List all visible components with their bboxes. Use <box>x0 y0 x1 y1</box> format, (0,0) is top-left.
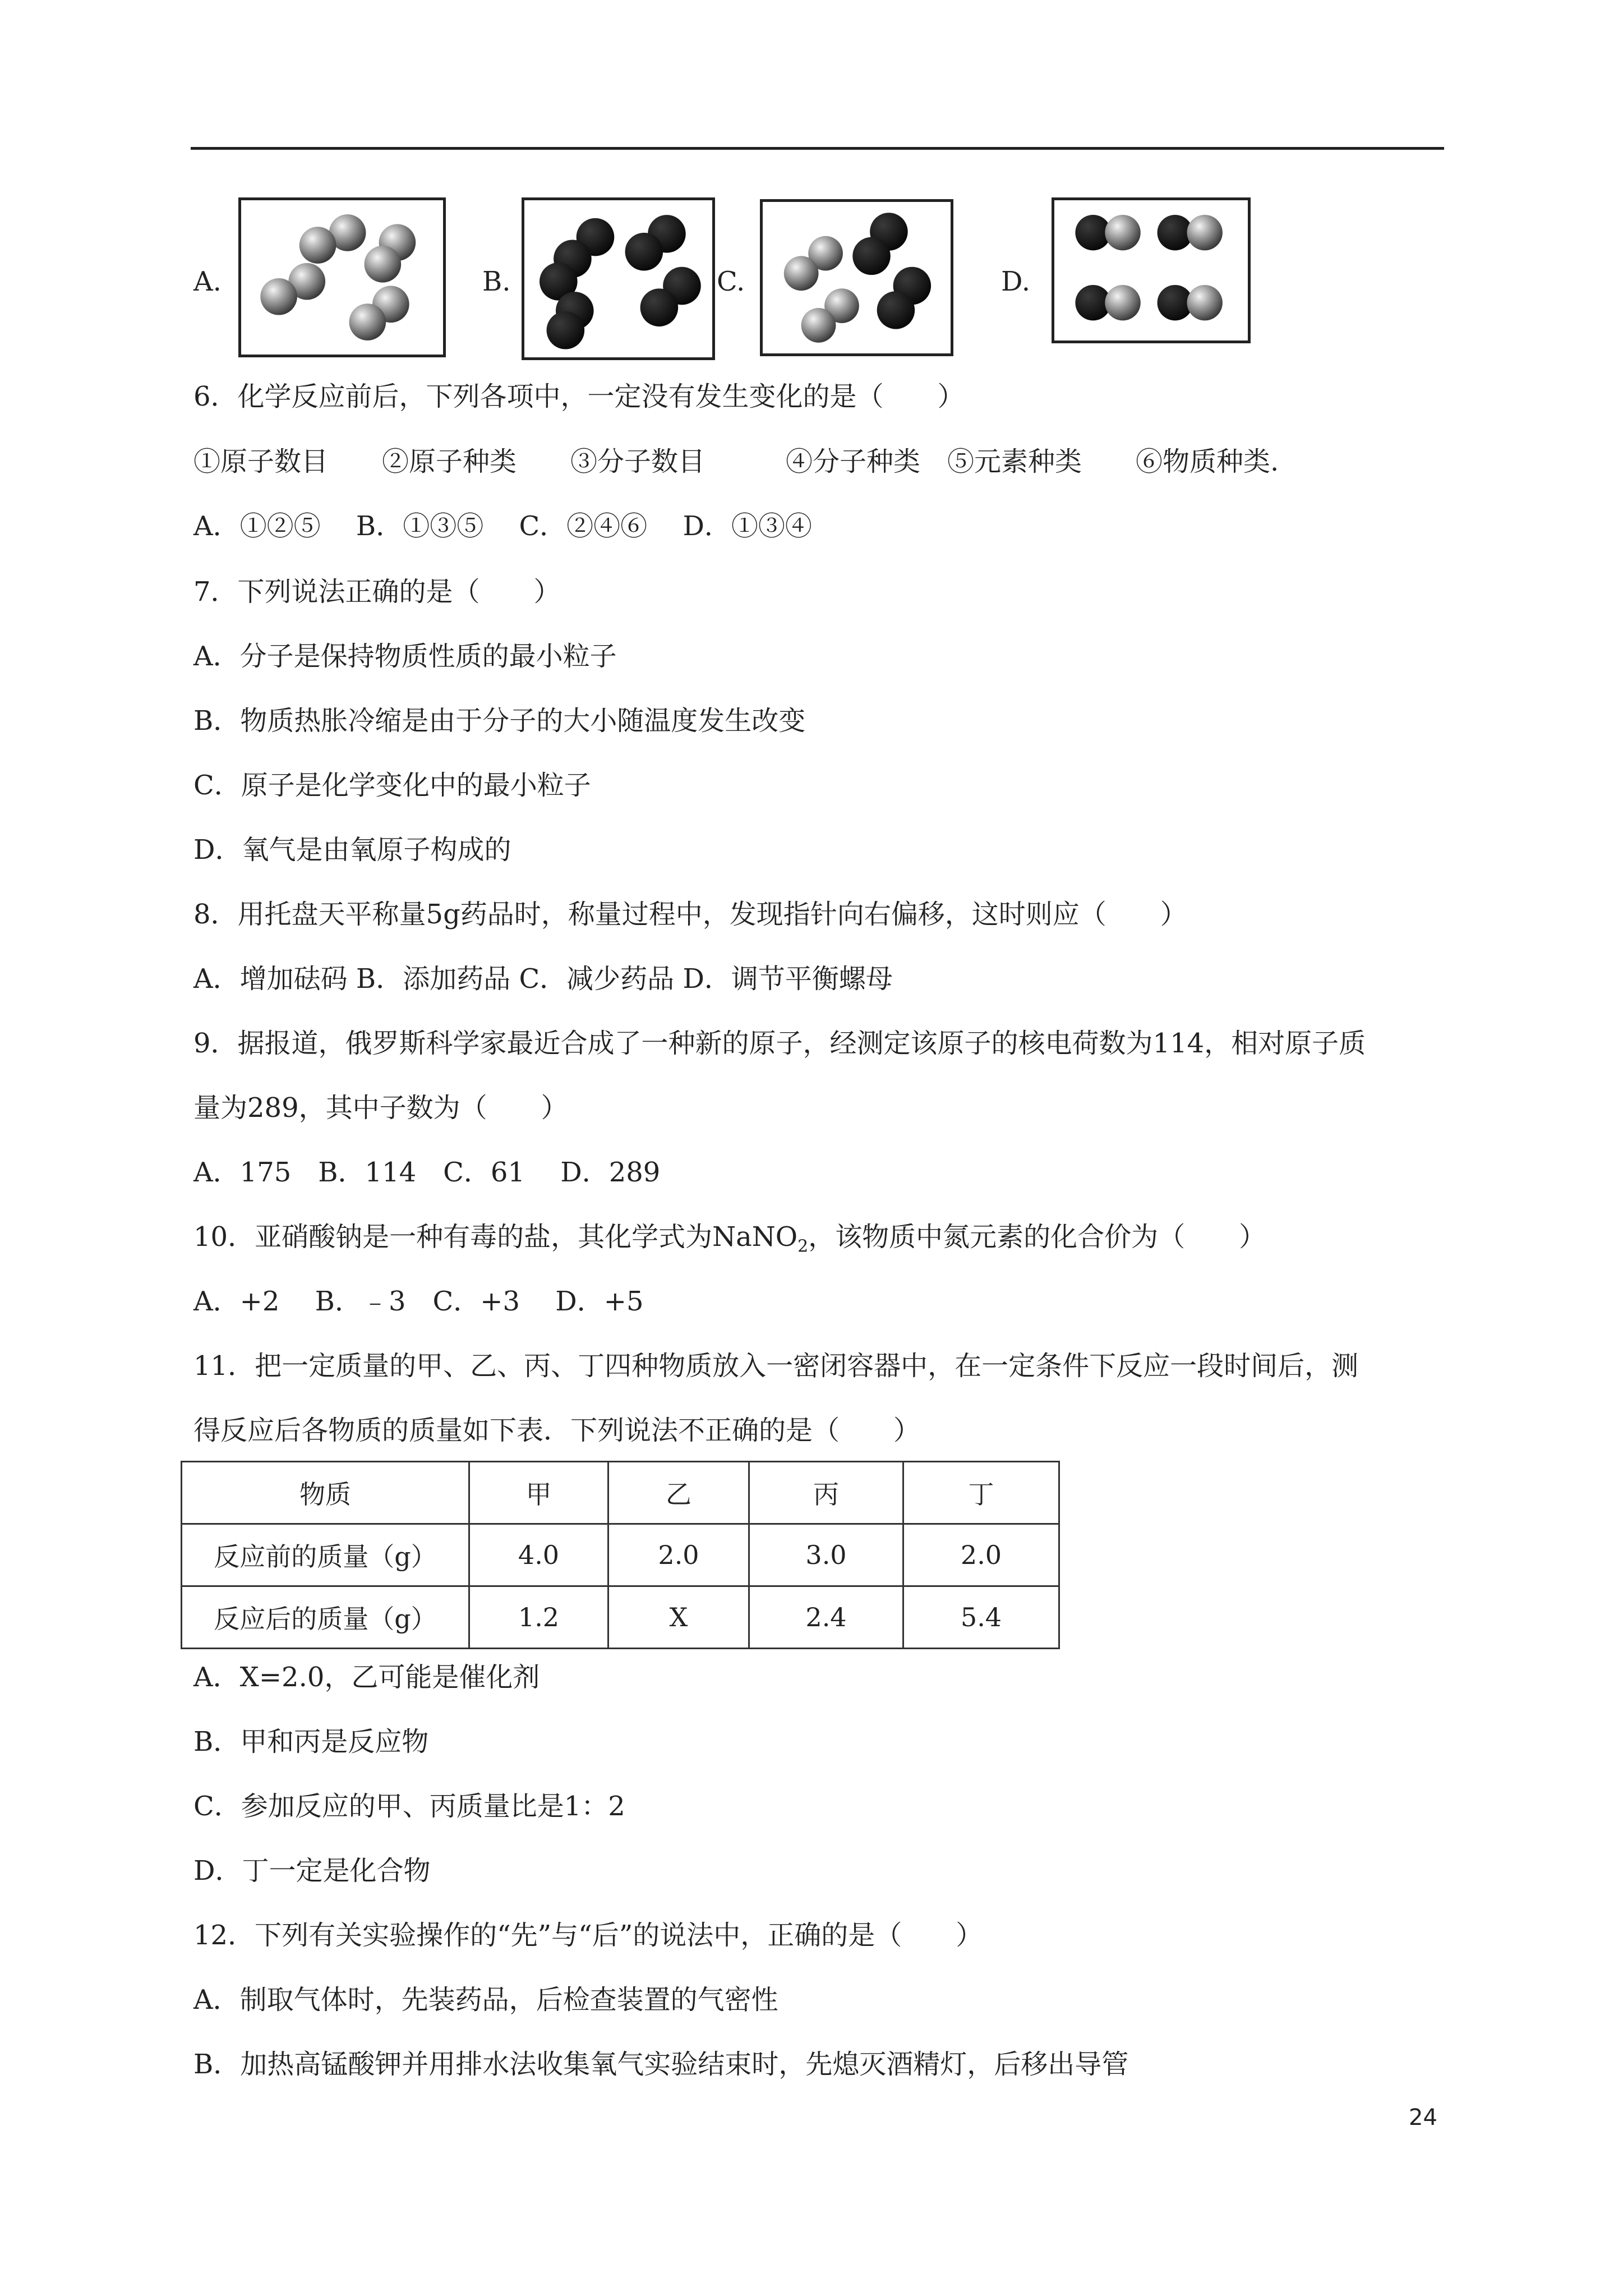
table-cell: 4.0 <box>469 1524 608 1586</box>
table-cell: X <box>608 1586 749 1649</box>
q5-option-a-label: A. <box>193 266 222 297</box>
q7-option-b: B．物质热胀冷缩是由于分子的大小随温度发生改变 <box>193 705 806 737</box>
q6-stem: 6．化学反应前后，下列各项中，一定没有发生变化的是（ ） <box>193 381 965 412</box>
table-cell: 物质 <box>182 1462 469 1524</box>
q12-stem: 12．下列有关实验操作的“先”与“后”的说法中，正确的是（ ） <box>193 1920 983 1951</box>
q9-stem-line2: 量为289，其中子数为（ ） <box>193 1092 568 1124</box>
q12-option-b: B．加热高锰酸钾并用排水法收集氧气实验结束时，先熄灭酒精灯，后移出导管 <box>193 2049 1129 2080</box>
table-row <box>182 1586 1059 1649</box>
q5-option-d-figure <box>1052 197 1251 343</box>
table-cell: 1.2 <box>469 1586 608 1649</box>
q10-options: A．+2 B．﹣3 C．+3 D．+5 <box>193 1286 644 1317</box>
q9-options: A．175 B．114 C．61 D．289 <box>193 1157 661 1188</box>
header-rule <box>191 147 1444 150</box>
q10-stem <box>193 1220 1266 1264</box>
q10-stem-pre: 10．亚硝酸钠是一种有毒的盐，其化学式为NaNO <box>193 1221 798 1253</box>
q5-option-b-label: B. <box>482 266 511 297</box>
table-cell: 5.4 <box>903 1586 1059 1649</box>
table-cell: 丁 <box>903 1462 1059 1524</box>
table-cell: 反应后的质量（g） <box>182 1586 469 1649</box>
table-cell: 3.0 <box>749 1524 903 1586</box>
table-cell: 丙 <box>749 1462 903 1524</box>
q7-option-a: A．分子是保持物质性质的最小粒子 <box>193 641 617 672</box>
q5-option-a-figure <box>238 197 446 357</box>
q5-option-b-figure <box>522 197 715 360</box>
q11-stem-line1: 11．把一定质量的甲、乙、丙、丁四种物质放入一密闭容器中，在一定条件下反应一段时间后，测 <box>193 1350 1359 1382</box>
table-cell: 甲 <box>469 1462 608 1524</box>
table-cell: 2.0 <box>903 1524 1059 1586</box>
table-cell: 2.4 <box>749 1586 903 1649</box>
q11-option-d: D．丁一定是化合物 <box>193 1855 431 1887</box>
q8-stem: 8．用托盘天平称量5g药品时，称量过程中，发现指针向右偏移，这时则应（ ） <box>193 899 1187 930</box>
q12-option-a: A．制取气体时，先装药品，后检查装置的气密性 <box>193 1984 778 2016</box>
q7-option-d: D．氧气是由氧原子构成的 <box>193 834 511 866</box>
q6-items: ①原子数目 ②原子种类 ③分子数目 ④分子种类 ⑤元素种类 ⑥物质种类. <box>193 446 1279 477</box>
page-number: 24 <box>1409 2105 1437 2131</box>
mass-table <box>181 1461 1060 1649</box>
table-row <box>182 1524 1059 1586</box>
q11-option-a: A．X=2.0，乙可能是催化剂 <box>193 1662 540 1693</box>
table-cell: 2.0 <box>608 1524 749 1586</box>
q11-option-b: B．甲和丙是反应物 <box>193 1726 429 1757</box>
q7-option-c: C．原子是化学变化中的最小粒子 <box>193 770 591 801</box>
q7-stem: 7．下列说法正确的是（ ） <box>193 576 561 608</box>
table-cell: 反应前的质量（g） <box>182 1524 469 1586</box>
q10-formula-subscript: 2 <box>797 1236 809 1257</box>
q10-stem-post: ，该物质中氮元素的化合价为（ ） <box>808 1221 1266 1253</box>
table-cell: 乙 <box>608 1462 749 1524</box>
q11-stem-line2: 得反应后各物质的质量如下表．下列说法不正确的是（ ） <box>193 1415 921 1446</box>
table-row <box>182 1462 1059 1524</box>
q9-stem-line1: 9．据报道，俄罗斯科学家最近合成了一种新的原子，经测定该原子的核电荷数为114，相对原子质 <box>193 1028 1366 1059</box>
q5-option-c-figure <box>760 199 953 356</box>
q5-option-d-label: D. <box>1001 266 1031 297</box>
q11-option-c: C．参加反应的甲、丙质量比是1：2 <box>193 1791 625 1822</box>
q6-options: A．①②⑤ B．①③⑤ C．②④⑥ D．①③④ <box>193 510 812 542</box>
q8-options: A．增加砝码 B．添加药品 C．减少药品 D．调节平衡螺母 <box>193 963 893 995</box>
q5-option-c-label: C. <box>717 266 745 297</box>
